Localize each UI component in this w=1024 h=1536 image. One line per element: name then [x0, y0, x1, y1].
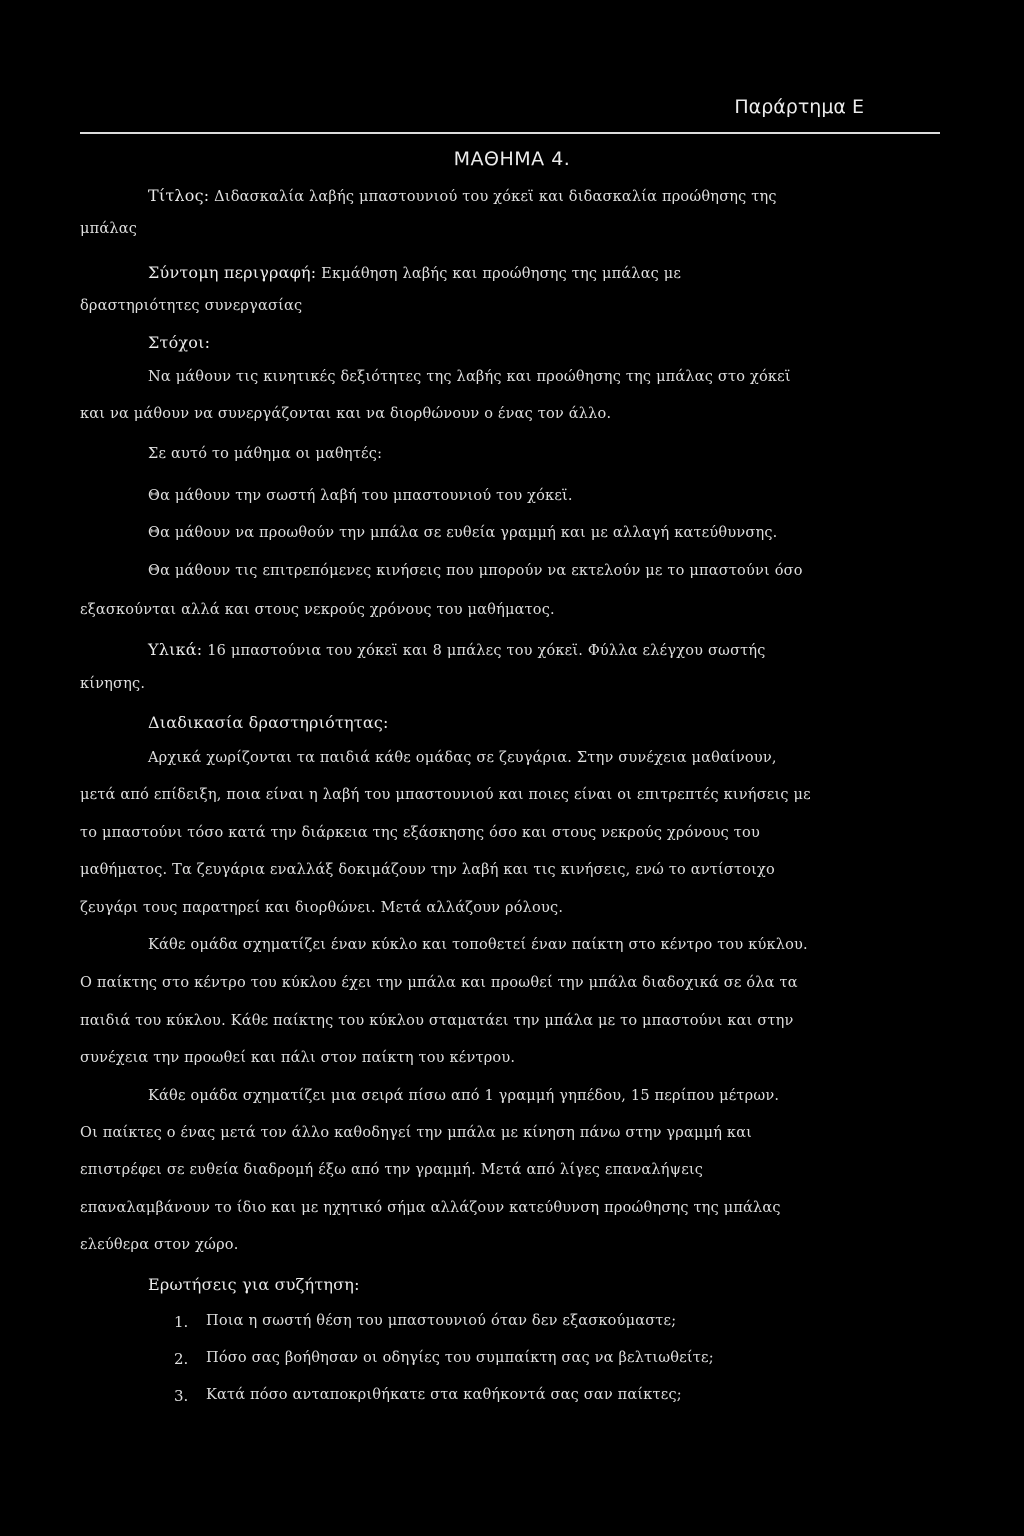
procedure-line: Κάθε ομάδα σχηματίζει μια σειρά πίσω από 1 γραμμή γηπέδου, 15 περίπου μέτρων. — [148, 1088, 780, 1104]
question-text: Πόσο σας βοήθησαν οι οδηγίες του συμπαίκτη σας να βελτιωθείτε; — [206, 1350, 714, 1366]
header-rule — [80, 132, 940, 134]
procedure-line: το μπαστούνι τόσο κατά την διάρκεια της εξάσκησης όσο και στους νεκρούς χρόνους του — [80, 825, 760, 841]
goals-line-4: Θα μάθουν την σωστή λαβή του μπαστουνιού του χόκεϊ. — [148, 488, 573, 504]
title-label: Τίτλος: — [148, 186, 210, 205]
procedure-line: ελεύθερα στον χώρο. — [80, 1237, 239, 1253]
summary-line — [148, 263, 681, 282]
question-number: 2. — [174, 1350, 189, 1368]
procedure-line: ζευγάρι τους παρατηρεί και διορθώνει. Μετά αλλάζουν ρόλους. — [80, 900, 564, 916]
appendix-label: Παράρτημα Ε — [734, 96, 864, 118]
procedure-line: επαναλαμβάνουν το ίδιο και με ηχητικό σήμα αλλάζουν κατεύθυνση προώθησης της μπάλας — [80, 1200, 781, 1216]
title-text: Διδασκαλία λαβής μπαστουνιού του χόκεϊ και διδασκαλία προώθησης της — [214, 189, 777, 205]
goals-line-6: Θα μάθουν τις επιτρεπόμενες κινήσεις που μπορούν να εκτελούν με το μπαστούνι όσο — [148, 563, 803, 579]
materials-text-cont: κίνησης. — [80, 676, 146, 692]
procedure-line: μαθήματος. Τα ζευγάρια εναλλάξ δοκιμάζουν την λαβή και τις κινήσεις, ενώ το αντίστοιχο — [80, 862, 775, 878]
procedure-label: Διαδικασία δραστηριότητας: — [148, 713, 389, 732]
procedure-line: επιστρέφει σε ευθεία διαδρομή έξω από την γραμμή. Μετά από λίγες επαναλήψεις — [80, 1162, 704, 1178]
summary-text-cont: δραστηριότητες συνεργασίας — [80, 298, 303, 314]
goals-line-3: Σε αυτό το μάθημα οι μαθητές: — [148, 446, 383, 462]
procedure-line: μετά από επίδειξη, ποια είναι η λαβή του μπαστουνιού και ποιες είναι οι επιτρεπτές κινήσεις με — [80, 787, 811, 803]
title-line — [148, 186, 777, 205]
goals-line-7: εξασκούνται αλλά και στους νεκρούς χρόνους του μαθήματος. — [80, 602, 555, 618]
procedure-line: Ο παίκτης στο κέντρο του κύκλου έχει την μπάλα και προωθεί την μπάλα διαδοχικά σε όλα τα — [80, 975, 798, 991]
procedure-line: Κάθε ομάδα σχηματίζει έναν κύκλο και τοποθετεί έναν παίκτη στο κέντρο του κύκλου. — [148, 937, 808, 953]
summary-text: Εκμάθηση λαβής και προώθησης της μπάλας με — [321, 266, 682, 282]
materials-text: 16 μπαστούνια του χόκεϊ και 8 μπάλες του χόκεϊ. Φύλλα ελέγχου σωστής — [207, 643, 766, 659]
question-number: 1. — [174, 1313, 189, 1331]
title-text-cont: μπάλας — [80, 221, 138, 237]
question-number: 3. — [174, 1387, 189, 1405]
goals-line-2: και να μάθουν να συνεργάζονται και να διορθώνουν ο ένας τον άλλο. — [80, 406, 612, 422]
procedure-line: Οι παίκτες ο ένας μετά τον άλλο καθοδηγεί την μπάλα με κίνηση πάνω στην γραμμή και — [80, 1125, 753, 1141]
procedure-line: συνέχεια την προωθεί και πάλι στον παίκτη του κέντρου. — [80, 1050, 516, 1066]
goals-line-5: Θα μάθουν να προωθούν την μπάλα σε ευθεία γραμμή και με αλλαγή κατεύθυνσης. — [148, 525, 778, 541]
questions-label: Ερωτήσεις για συζήτηση: — [148, 1275, 360, 1294]
goals-label: Στόχοι: — [148, 333, 211, 352]
question-text: Ποια η σωστή θέση του μπαστουνιού όταν δεν εξασκούμαστε; — [206, 1313, 677, 1329]
lesson-heading: ΜΑΘΗΜΑ 4. — [453, 148, 571, 170]
goals-line-1: Να μάθουν τις κινητικές δεξιότητες της λαβής και προώθησης της μπάλας στο χόκεϊ — [148, 369, 791, 385]
procedure-line: παιδιά του κύκλου. Κάθε παίκτης του κύκλου σταματάει την μπάλα με το μπαστούνι και στην — [80, 1013, 794, 1029]
question-text: Κατά πόσο ανταποκριθήκατε στα καθήκοντά σας σαν παίκτες; — [206, 1387, 682, 1403]
materials-line — [148, 640, 766, 659]
procedure-line: Αρχικά χωρίζονται τα παιδιά κάθε ομάδας σε ζευγάρια. Στην συνέχεια μαθαίνουν, — [148, 750, 777, 766]
materials-label: Υλικά: — [148, 640, 203, 659]
summary-label: Σύντομη περιγραφή: — [148, 263, 317, 282]
